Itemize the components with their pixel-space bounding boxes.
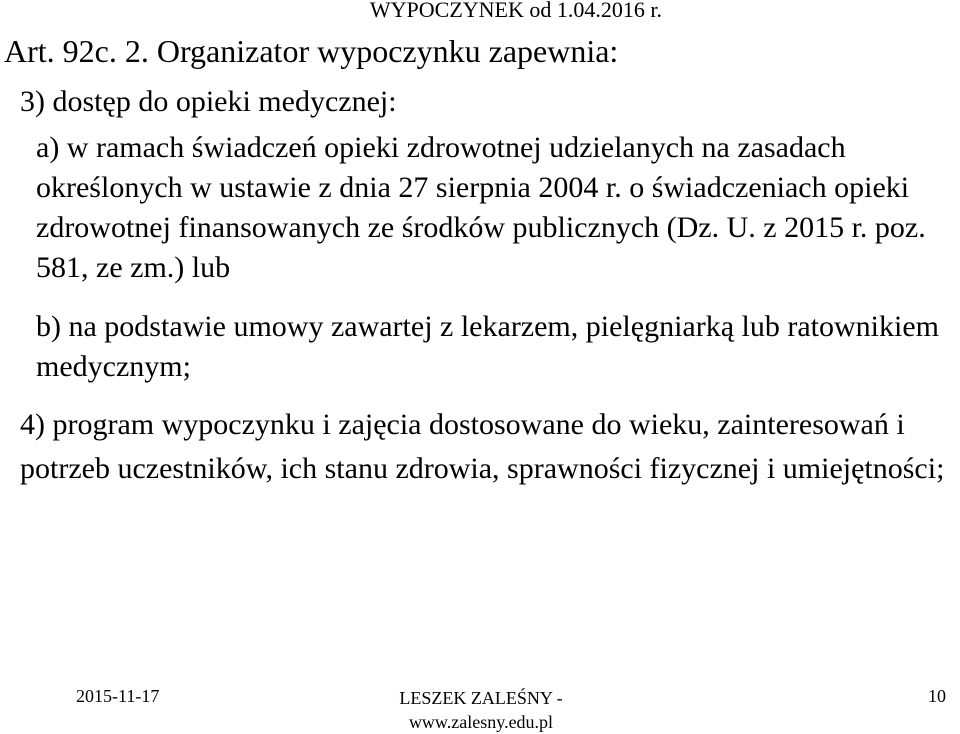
sub-item-b: b) na podstawie umowy zawartej z lekarzem, pielęgniarką lub ratownikiem medycznym; bbox=[36, 310, 939, 383]
page-number: 10 bbox=[928, 686, 946, 706]
running-header: WYPOCZYNEK od 1.04.2016 r. bbox=[369, 0, 662, 22]
slide-title: Art. 92c. 2. Organizator wypoczynku zapewnia: bbox=[4, 33, 619, 69]
item-3-heading: 3) dostęp do opieki medycznej: bbox=[20, 85, 397, 118]
footer-author-name: LESZEK ZALEŚNY - bbox=[399, 688, 563, 708]
sub-item-a: a) w ramach świadczeń opieki zdrowotnej udzielanych na zasadach określonych w ustawie z dnia 27 sierpnia 2004 r. o świadczeniach opieki zdrowotnej finansowanych ze środków publicznych (Dz. U. z 2015 r. poz. 581, ze zm.) lub bbox=[36, 131, 926, 284]
footer-author bbox=[372, 686, 590, 734]
item-4: 4) program wypoczynku i zajęcia dostosowane do wieku, zainteresowań i potrzeb uczestników, ich stanu zdrowia, sprawności fizycznej i umiejętności; bbox=[20, 408, 945, 485]
footer-date: 2015-11-17 bbox=[76, 686, 160, 706]
footer-website: www.zalesny.edu.pl bbox=[408, 712, 554, 732]
